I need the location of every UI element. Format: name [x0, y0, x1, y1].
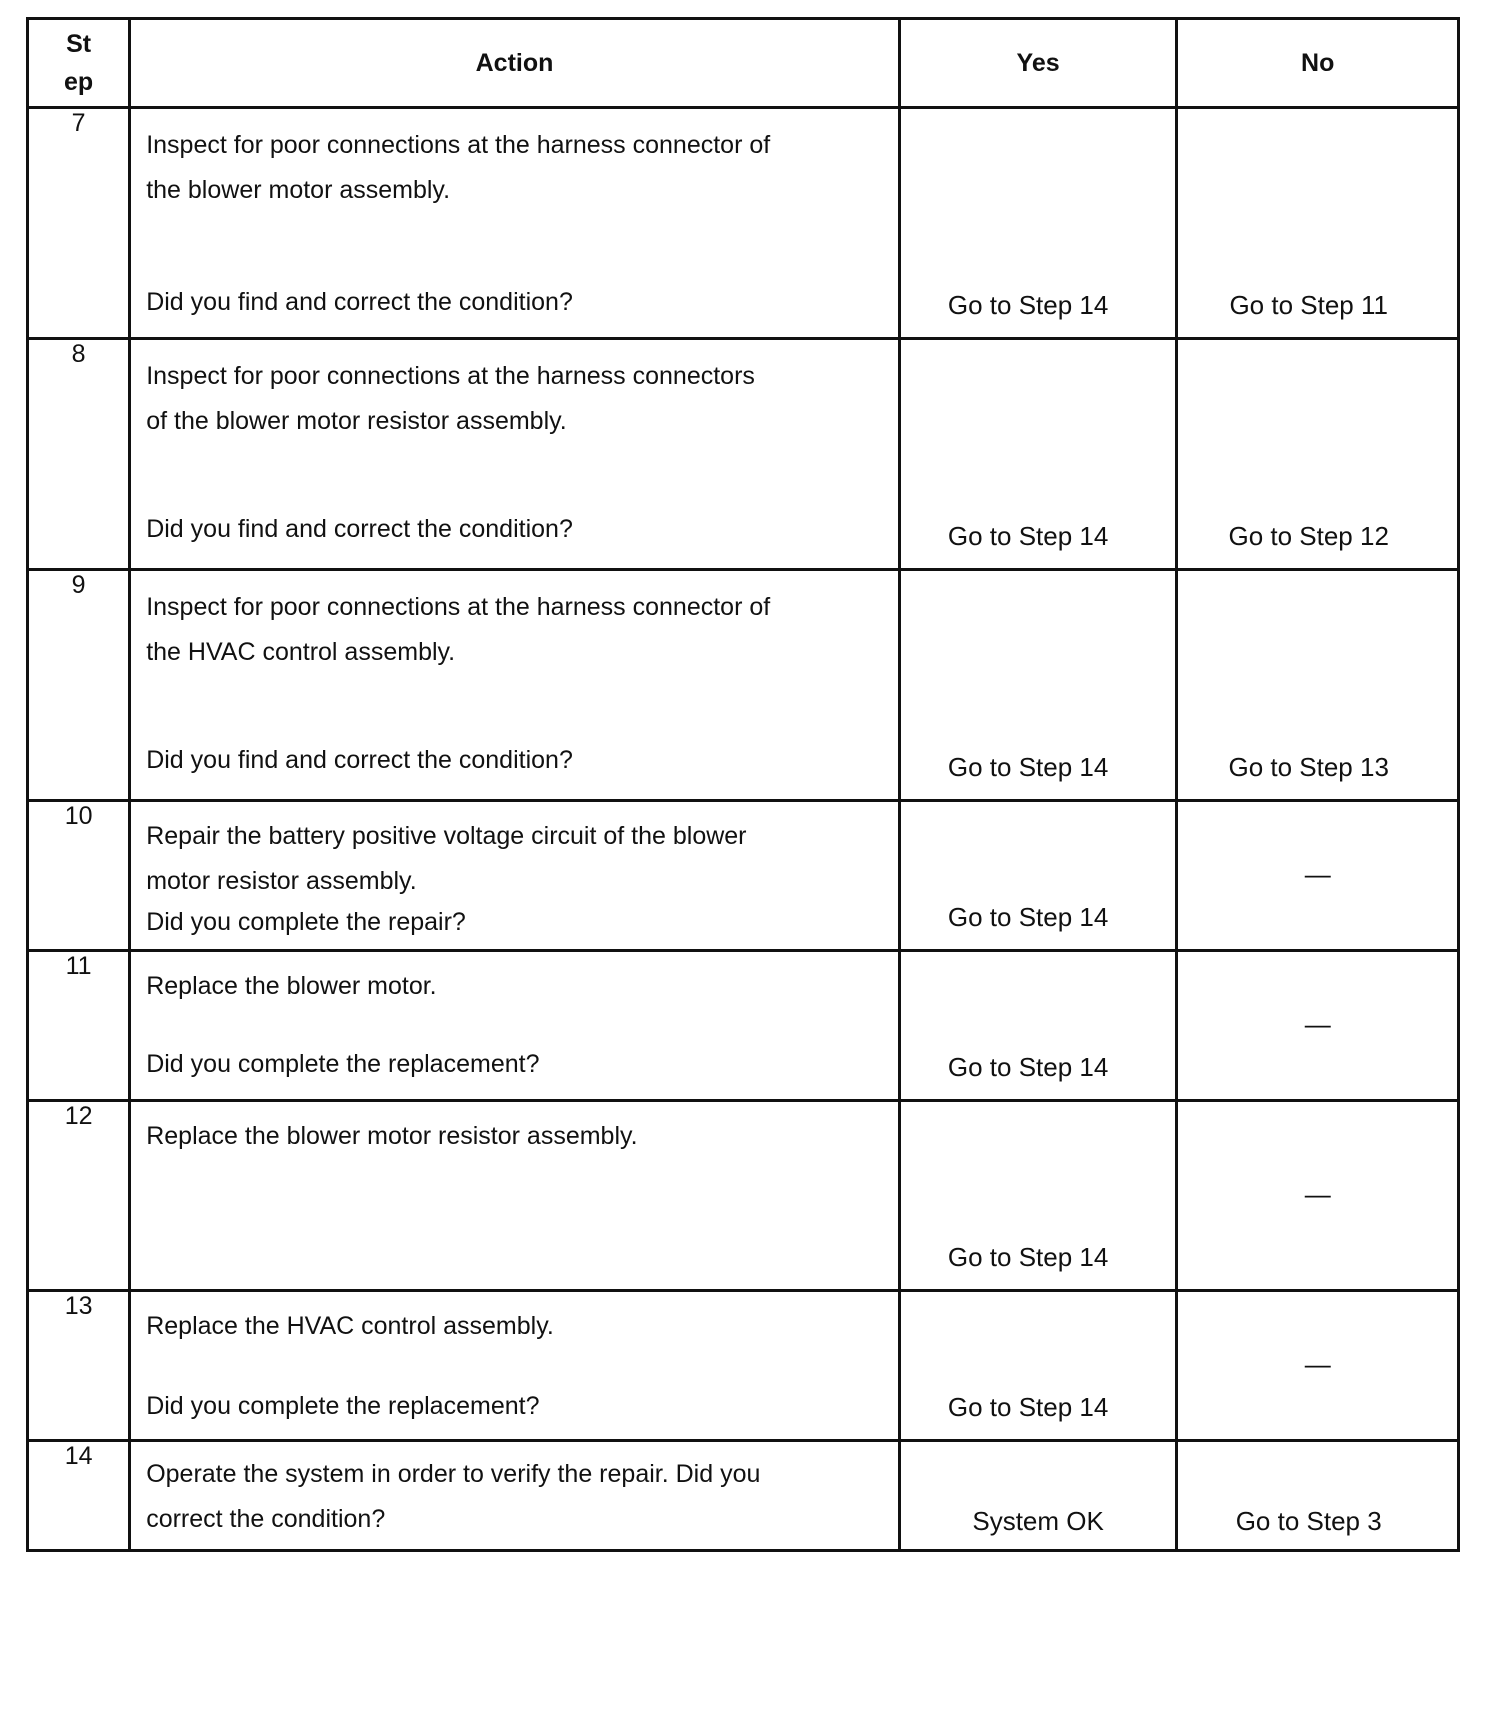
action-cell	[130, 570, 900, 801]
no-cell	[1177, 1441, 1459, 1551]
table-row	[28, 339, 1459, 570]
yes-cell	[899, 570, 1177, 801]
header-step	[28, 19, 130, 108]
action-line: Replace the HVAC control assembly.	[146, 1312, 554, 1340]
yes-result: Go to Step 14	[947, 902, 1109, 932]
table-row	[28, 801, 1459, 951]
action-question: Did you complete the replacement?	[146, 1050, 540, 1078]
action-question: Did you find and correct the condition?	[146, 515, 573, 543]
step-number: 11	[28, 951, 130, 1101]
action-question: Did you find and correct the condition?	[146, 746, 573, 774]
action-line: Inspect for poor connections at the harness connector of	[146, 131, 771, 159]
no-result-dash: —	[1304, 1008, 1331, 1039]
yes-result: Go to Step 14	[947, 1242, 1109, 1272]
action-line: Replace the blower motor.	[146, 972, 437, 1000]
yes-cell	[899, 108, 1177, 339]
no-result: Go to Step 3	[1235, 1506, 1382, 1536]
action-text	[146, 354, 848, 444]
action-question: Did you complete the replacement?	[146, 1392, 540, 1420]
no-result-dash: —	[1304, 858, 1331, 889]
yes-result: Go to Step 14	[947, 290, 1109, 320]
yes-result: System OK	[972, 1506, 1104, 1536]
no-cell	[1177, 1291, 1459, 1441]
header-step-line1: St	[66, 30, 92, 58]
no-cell	[1177, 951, 1459, 1101]
yes-cell	[899, 951, 1177, 1101]
yes-result: Go to Step 14	[947, 1392, 1109, 1422]
action-line: the blower motor assembly.	[146, 176, 451, 204]
header-action: Action	[130, 19, 900, 108]
no-cell	[1177, 1101, 1459, 1291]
action-cell	[130, 1441, 900, 1551]
action-line: Replace the blower motor resistor assembly.	[146, 1122, 638, 1150]
yes-result: Go to Step 14	[947, 752, 1109, 782]
step-number: 14	[28, 1441, 130, 1551]
action-line: Operate the system in order to verify the repair. Did you	[146, 1460, 761, 1488]
step-number: 10	[28, 801, 130, 951]
no-result-dash: —	[1304, 1348, 1331, 1379]
action-line: Inspect for poor connections at the harness connectors	[146, 362, 755, 390]
table-row	[28, 1441, 1459, 1551]
no-result-dash: —	[1304, 1178, 1331, 1209]
action-text	[146, 123, 848, 213]
action-cell	[130, 1101, 900, 1291]
header-no: No	[1177, 19, 1459, 108]
action-cell	[130, 1291, 900, 1441]
no-cell	[1177, 570, 1459, 801]
action-line: Inspect for poor connections at the harness connector of	[146, 593, 771, 621]
no-result: Go to Step 12	[1228, 521, 1389, 551]
action-line: Repair the battery positive voltage circuit of the blower	[146, 822, 747, 850]
action-line: motor resistor assembly.	[146, 867, 417, 895]
table-row	[28, 951, 1459, 1101]
step-number: 7	[28, 108, 130, 339]
action-question: Did you complete the repair?	[146, 908, 466, 936]
step-number: 8	[28, 339, 130, 570]
table-row	[28, 108, 1459, 339]
no-result: Go to Step 11	[1229, 290, 1388, 320]
header-row	[28, 19, 1459, 108]
yes-result: Go to Step 14	[947, 1052, 1109, 1082]
no-cell	[1177, 801, 1459, 951]
action-question: Did you find and correct the condition?	[146, 288, 573, 316]
action-text	[146, 585, 848, 675]
yes-cell	[899, 1441, 1177, 1551]
table-row	[28, 570, 1459, 801]
no-cell	[1177, 339, 1459, 570]
step-number: 13	[28, 1291, 130, 1441]
step-number: 12	[28, 1101, 130, 1291]
yes-result: Go to Step 14	[947, 521, 1109, 551]
action-cell	[130, 108, 900, 339]
yes-cell	[899, 1291, 1177, 1441]
step-number: 9	[28, 570, 130, 801]
no-result: Go to Step 13	[1228, 752, 1389, 782]
yes-cell	[899, 801, 1177, 951]
action-cell	[130, 801, 900, 951]
action-line: correct the condition?	[146, 1505, 386, 1533]
action-cell	[130, 951, 900, 1101]
table-row	[28, 1291, 1459, 1441]
no-cell	[1177, 108, 1459, 339]
action-line: of the blower motor resistor assembly.	[146, 407, 567, 435]
action-cell	[130, 339, 900, 570]
diagnostic-table	[26, 17, 1460, 1552]
header-yes: Yes	[899, 19, 1177, 108]
yes-cell	[899, 1101, 1177, 1291]
action-line: the HVAC control assembly.	[146, 638, 456, 666]
table-row	[28, 1101, 1459, 1291]
yes-cell	[899, 339, 1177, 570]
header-step-line2: ep	[64, 68, 94, 96]
